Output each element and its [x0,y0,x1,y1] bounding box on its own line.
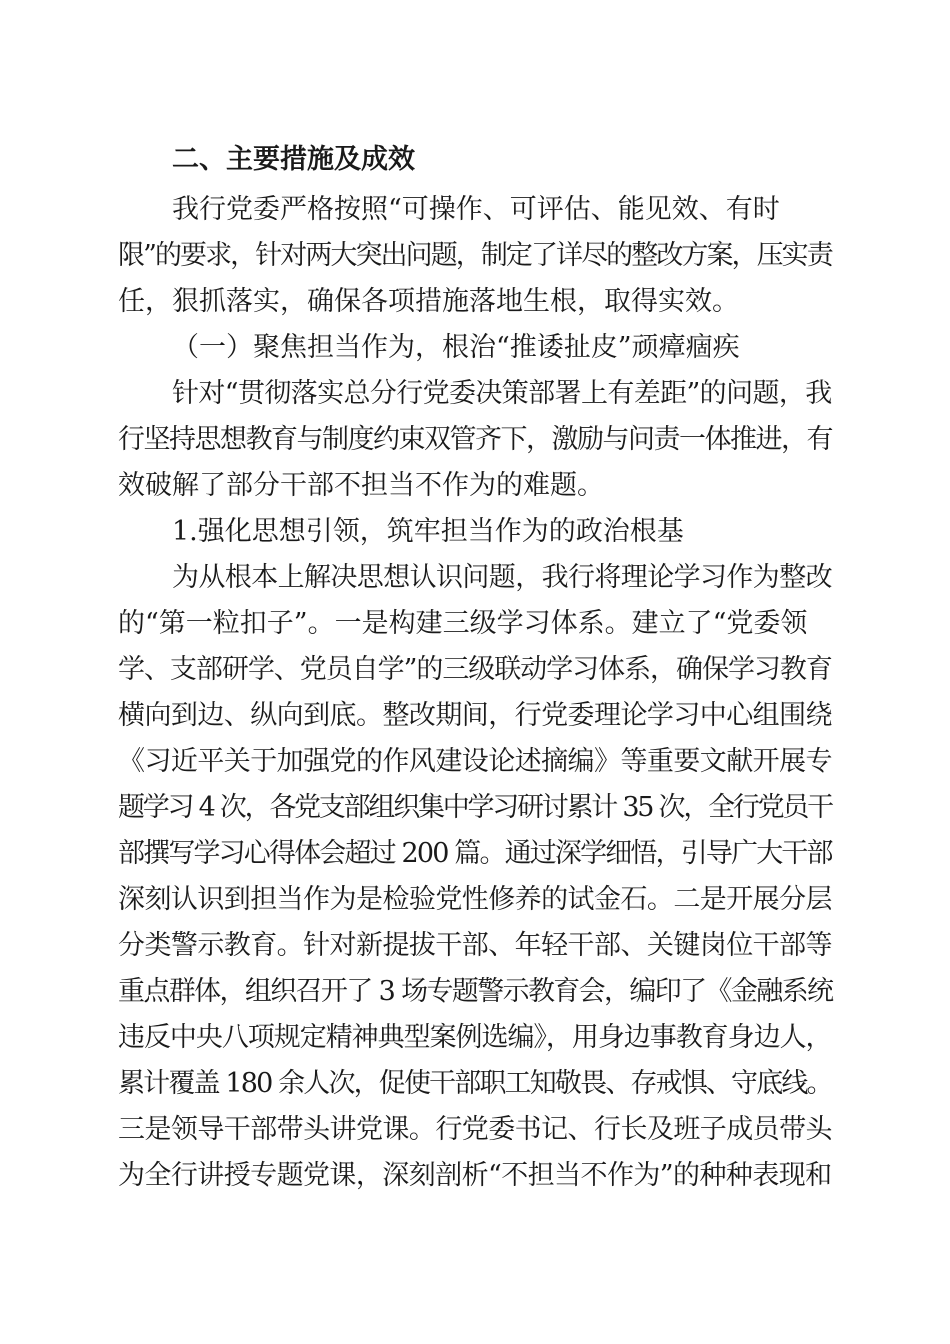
paragraph-line: 为全行讲授专题党课，深刻剖析“不担当不作为”的种种表现和 [118,1160,832,1191]
paragraph-line: 《习近平关于加强党的作风建设论述摘编》等重要文献开展专 [118,746,832,777]
section-heading: 二、主要措施及成效 [172,144,415,175]
paragraph-line: 我行党委严格按照“可操作、可评估、能见效、有时 [172,194,780,225]
paragraph-line: 部撰写学习心得体会超过 200 篇。通过深学细悟，引导广大干部 [118,838,832,869]
paragraph-line: 的“第一粒扣子”。一是构建三级学习体系。建立了“党委领 [118,608,808,639]
paragraph-line: 重点群体，组织召开了 3 场专题警示教育会，编印了《金融系统 [118,976,833,1007]
subsection-heading: （一）聚焦担当作为，根治“推诿扯皮”顽瘴痼疾 [172,332,740,363]
paragraph-line: 为从根本上解决思想认识问题，我行将理论学习作为整改 [172,562,832,593]
paragraph-line: 任，狠抓落实，确保各项措施落地生根，取得实效。 [118,286,739,317]
paragraph-line: 学、支部研学、党员自学”的三级联动学习体系，确保学习教育 [118,654,832,685]
paragraph-line: 针对“贯彻落实总分行党委决策部署上有差距”的问题，我 [172,378,832,409]
paragraph-line: 横向到边、纵向到底。整改期间，行党委理论学习中心组围绕 [118,700,832,731]
paragraph-line: 三是领导干部带头讲党课。行党委书记、行长及班子成员带头 [118,1114,832,1145]
paragraph-line: 行坚持思想教育与制度约束双管齐下，激励与问责一体推进，有 [118,424,832,455]
paragraph-line: 违反中央八项规定精神典型案例选编》，用身边事教育身边人， [118,1022,832,1053]
numbered-heading: 1.强化思想引领，筑牢担当作为的政治根基 [172,516,684,547]
paragraph-line: 限”的要求，针对两大突出问题，制定了详尽的整改方案，压实责 [118,240,832,271]
paragraph-line: 题学习 4 次，各党支部组织集中学习研讨累计 35 次，全行党员干 [118,792,832,823]
paragraph-line: 效破解了部分干部不担当不作为的难题。 [118,470,604,501]
paragraph-line: 累计覆盖 180 余人次，促使干部职工知敬畏、存戒惧、守底线。 [118,1068,832,1099]
paragraph-line: 分类警示教育。针对新提拔干部、年轻干部、关键岗位干部等 [118,930,832,961]
paragraph-line: 深刻认识到担当作为是检验党性修养的试金石。二是开展分层 [118,884,832,915]
